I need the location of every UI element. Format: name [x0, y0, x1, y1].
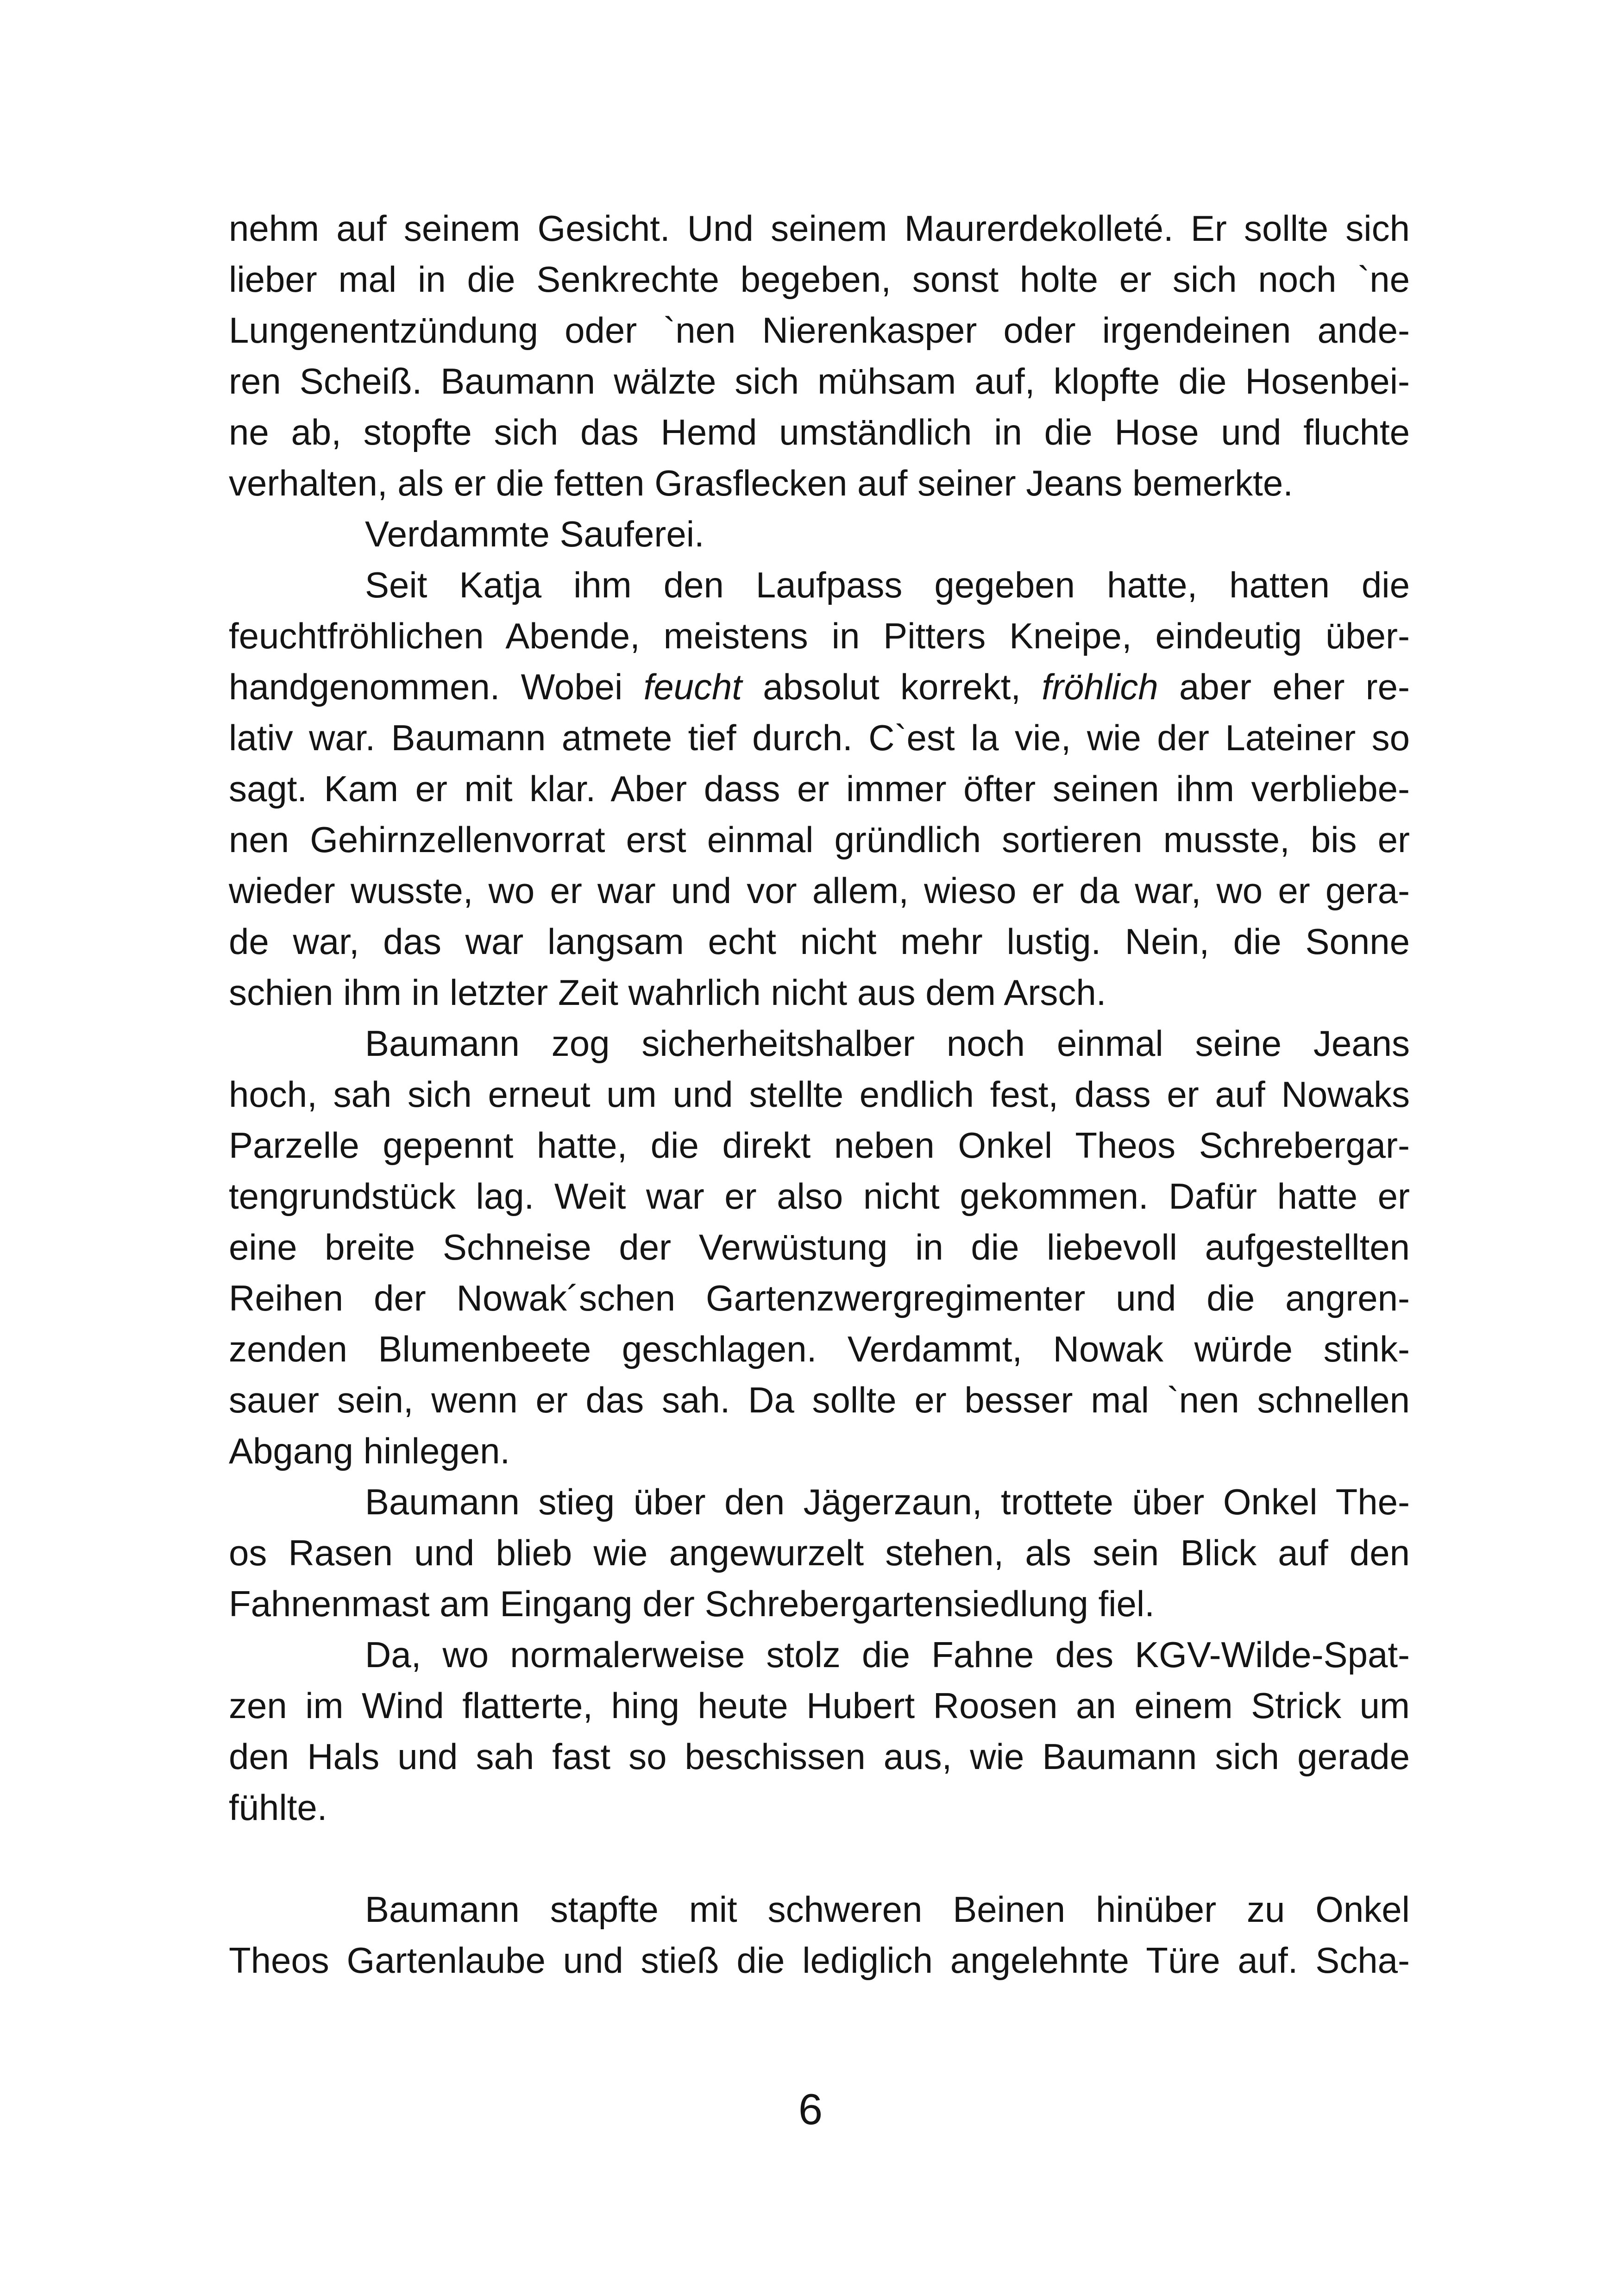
text-line: Parzelle gepennt hatte, die direkt neben Onkel Theos Schrebergar-	[229, 1125, 1410, 1166]
blank-line	[229, 1833, 1410, 1884]
text-line: hoch, sah sich erneut um und stellte endlich fest, dass er auf Nowaks	[229, 1074, 1410, 1115]
text-line: ne ab, stopfte sich das Hemd umständlich in die Hose und fluchte	[229, 412, 1410, 452]
text-line: Baumann stieg über den Jägerzaun, trottete über Onkel The-	[365, 1481, 1410, 1522]
text-line: Da, wo normalerweise stolz die Fahne des KGV-Wilde-Spat-	[365, 1634, 1410, 1675]
text-line: de war, das war langsam echt nicht mehr lustig. Nein, die Sonne	[229, 921, 1410, 962]
text-line: lieber mal in die Senkrechte begeben, sonst holte er sich noch `ne	[229, 259, 1410, 300]
text-line: wieder wusste, wo er war und vor allem, wieso er da war, wo er gera-	[229, 870, 1410, 911]
text-segment: absolut korrekt,	[742, 666, 1042, 707]
text-line	[229, 661, 1410, 712]
text-line: den Hals und sah fast so beschissen aus, wie Baumann sich gerade	[229, 1736, 1410, 1777]
text-line: Baumann zog sicherheitshalber noch einmal seine Jeans	[365, 1023, 1410, 1064]
text-line: lativ war. Baumann atmete tief durch. C`est la vie, wie der Lateiner so	[229, 717, 1410, 758]
text-line: eine breite Schneise der Verwüstung in die liebevoll aufgestellten	[229, 1227, 1410, 1267]
text-line: nen Gehirnzellenvorrat erst einmal gründlich sortieren musste, bis er	[229, 819, 1410, 860]
text-line: os Rasen und blieb wie angewurzelt stehen, als sein Blick auf den	[229, 1532, 1410, 1573]
text-line: Theos Gartenlaube und stieß die lediglich angelehnte Türe auf. Scha-	[229, 1940, 1410, 1981]
text-line: Abgang hinlegen.	[229, 1430, 510, 1471]
text-line: Seit Katja ihm den Laufpass gegeben hatte, hatten die	[365, 565, 1410, 605]
text-line: zen im Wind flatterte, hing heute Hubert Roosen an einem Strick um	[229, 1685, 1410, 1726]
text-segment: handgenommen. Wobei	[229, 666, 644, 707]
text-line: feuchtfröhlichen Abende, meistens in Pitters Kneipe, eindeutig über-	[229, 615, 1410, 656]
text-line: Lungenentzündung oder `nen Nierenkasper oder irgendeinen ande-	[229, 310, 1410, 351]
body-text	[229, 203, 1410, 1986]
text-line: sauer sein, wenn er das sah. Da sollte er besser mal `nen schnellen	[229, 1380, 1410, 1420]
text-line: Reihen der Nowak´schen Gartenzwergregimenter und die angren-	[229, 1278, 1410, 1318]
text-line: ren Scheiß. Baumann wälzte sich mühsam auf, klopfte die Hosenbei-	[229, 361, 1410, 401]
italic-word: feucht	[643, 666, 742, 707]
text-line: nehm auf seinem Gesicht. Und seinem Maurerdekolleté. Er sollte sich	[229, 208, 1410, 249]
text-line: tengrundstück lag. Weit war er also nicht gekommen. Dafür hatte er	[229, 1176, 1410, 1217]
text-line: verhalten, als er die fetten Grasflecken auf seiner Jeans bemerkte.	[229, 463, 1293, 503]
text-line: Fahnenmast am Eingang der Schrebergartensiedlung fiel.	[229, 1583, 1155, 1624]
text-line: Baumann stapfte mit schweren Beinen hinüber zu Onkel	[365, 1889, 1410, 1930]
text-line: fühlte.	[229, 1787, 327, 1828]
page-number: 6	[798, 2085, 823, 2133]
text-segment: aber eher re-	[1158, 666, 1410, 707]
text-line: sagt. Kam er mit klar. Aber dass er immer öfter seinen ihm verbliebe-	[229, 768, 1410, 809]
text-line: Verdammte Sauferei.	[365, 514, 704, 554]
text-line: schien ihm in letzter Zeit wahrlich nicht aus dem Arsch.	[229, 972, 1106, 1013]
text-line: zenden Blumenbeete geschlagen. Verdammt, Nowak würde stink-	[229, 1329, 1410, 1369]
italic-word: fröhlich	[1042, 666, 1158, 707]
